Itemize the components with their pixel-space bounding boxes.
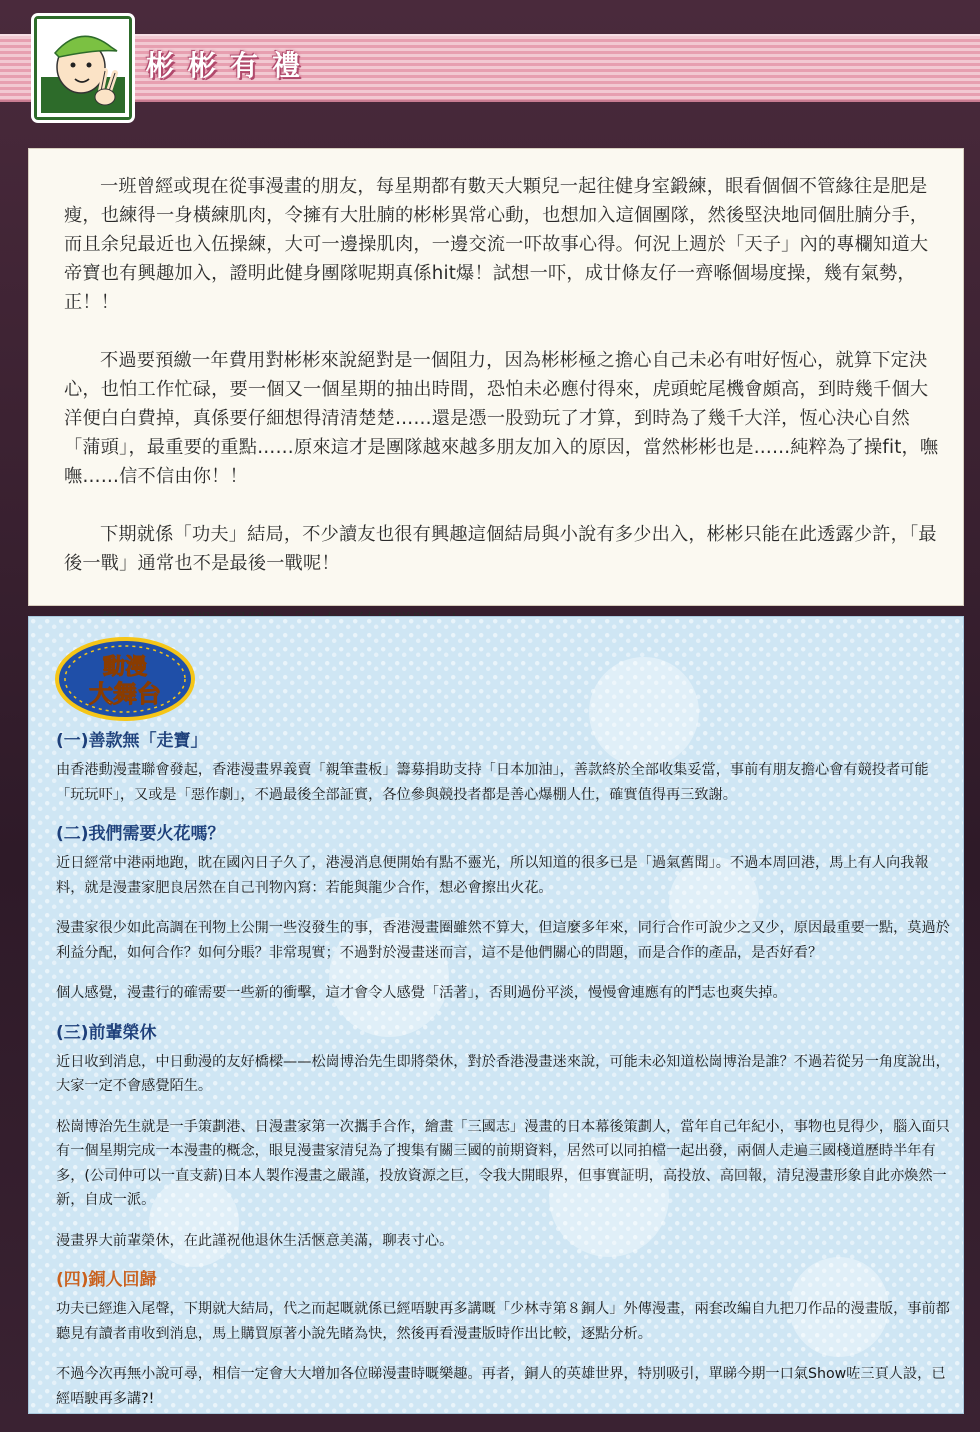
section-paragraph: 近日經常中港兩地跑，眈在國內日子久了，港漫消息便開始有點不靈光，所以知道的很多已是「過氣舊聞」。不過本周回港，馬上有人向我報料，就是漫畫家肥良居然在自己刊物內寫：若能與龍少合作，想必會擦出火花。 — [56, 855, 929, 896]
section-paragraph: 漫畫家很少如此高調在刊物上公開一些沒發生的事，香港漫畫圈雖然不算大，但這麼多年來，同行合作可說少之又少，原因最重要一點，莫過於利益分配，如何合作？如何分賬？非常現實；不過對於漫畫迷而言，這不是他們關心的問題，而是合作的產品，是否好看？ — [56, 920, 950, 961]
stage-logo — [54, 636, 196, 722]
note-paragraph: 一班曾經或現在從事漫畫的朋友，每星期都有數天大顆兒一起往健身室鍛練，眼看個個不管緣往是肥是瘦，也練得一身橫練肌肉，令擁有大肚腩的彬彬異常心動，也想加入這個團隊，然後堅決地同個肚腩分手，而且余兒最近也入伍操練，大可一邊操肌肉，一邊交流一吓故事心得。何況上週於「天子」內的專欄知道大帝寶也有興趣加入，證明此健身團隊呢期真係hit爆！試想一吓，成廿條友仔一齊喺個場度操，幾有氣勢，正！！ — [64, 176, 929, 313]
section-title: (三)前輩榮休 — [56, 1022, 157, 1043]
section-title: (二)我們需要火花嗎？ — [56, 824, 225, 844]
section-paragraph: 松崗博治先生就是一手策劃港、日漫畫家第一次攜手合作，繪畫「三國志」漫畫的日本幕後策劃人，當年自己年紀小，事物也見得少，腦入面只有一個星期完成一本漫畫的概念，眼見漫畫家清兒為了搜集有關三國的前期資料，居然可以同拍檔一起出發，兩個人走遍三國棧道歷時半年有多，(公司仲可以一直支薪)日本人製作漫畫之嚴謹，投放資源之巨，令我大開眼界，但事實証明，高投放、高回報，清兒漫畫形象自此亦煥然一新，自成一派。 — [56, 1118, 950, 1208]
avatar — [34, 16, 132, 120]
logo-line2: 大舞台 — [89, 680, 161, 708]
section-title: (一)善款無「走寶」 — [56, 731, 208, 751]
note-paragraph: 下期就係「功夫」結局，不少讀友也很有興趣這個結局與小說有多少出入，彬彬只能在此透露少許，「最後一戰」通常也不是最後一戰呢！ — [64, 524, 937, 574]
note-paragraph: 不過要預繳一年費用對彬彬來說絕對是一個阻力，因為彬彬極之擔心自己未必有咁好恆心，就算下定決心，也怕工作忙碌，要一個又一個星期的抽出時間，恐怕未必應付得來，虎頭蛇尾機會頗高，到時幾千個大洋便白白費掉，真係要仔細想得清清楚楚……還是憑一股勁玩了才算，到時為了幾千大洋，恆心決心自然「蒲頭」，最重要的重點……原來這才是團隊越來越多朋友加入的原因，當然彬彬也是……純粹為了操fit，嘸嘸……信不信由你！！ — [64, 350, 939, 487]
logo-line1: 動漫 — [102, 655, 148, 680]
section-3 — [56, 1022, 952, 1254]
section-2 — [56, 823, 952, 1006]
stage-logo-badge — [54, 636, 196, 722]
section-4 — [56, 1269, 952, 1411]
section-paragraph: 由香港動漫畫聯會發起，香港漫畫界義賣「親筆畫板」籌募捐助支持「日本加油」，善款終於全部收集妥當，事前有朋友擔心會有競投者可能「玩玩吓」，又或是「惡作劇」，不過最後全部証實，各位參與競投者都是善心爆棚人仕，確實值得再三致謝。 — [56, 762, 929, 803]
note-text — [64, 172, 944, 665]
section-title: (四)銅人回歸 — [56, 1270, 157, 1290]
section-paragraph: 功夫已經進入尾聲，下期就大結局，代之而起嘅就係已經唔駛再多講嘅「少林寺第８銅人」外傳漫畫，兩套改編自九把刀作品的漫畫版，事前都聽見有讀者甫收到消息，馬上購買原著小說先睹為快，然後再看漫畫版時作出比較，逐點分析。 — [56, 1301, 950, 1342]
stage-sections — [56, 730, 952, 1427]
section-paragraph: 不過今次再無小說可尋，相信一定會大大增加各位睇漫畫時嘅樂趣。再者，銅人的英雄世界，特別吸引，單睇今期一口氣Show咗三頁人設，已經唔駛再多講?! — [56, 1366, 946, 1407]
section-1 — [56, 730, 952, 807]
page-title: 彬彬有禮 — [146, 49, 315, 82]
boy-with-cap-peace-sign-icon — [37, 19, 129, 117]
section-paragraph: 個人感覺，漫畫行的確需要一些新的衝擊，這才會令人感覺「活著」，否則過份平淡，慢慢會連應有的鬥志也爽失掉。 — [56, 985, 787, 1001]
section-paragraph: 漫畫界大前輩榮休，在此謹祝他退休生活愜意美滿，聊表寸心。 — [56, 1232, 454, 1249]
section-paragraph: 近日收到消息，中日動漫的友好橋樑——松崗博治先生即將榮休，對於香港漫畫迷來說，可能未必知道松崗博治是誰？不過若從另一角度說出，大家一定不會感覺陌生。 — [56, 1053, 950, 1094]
